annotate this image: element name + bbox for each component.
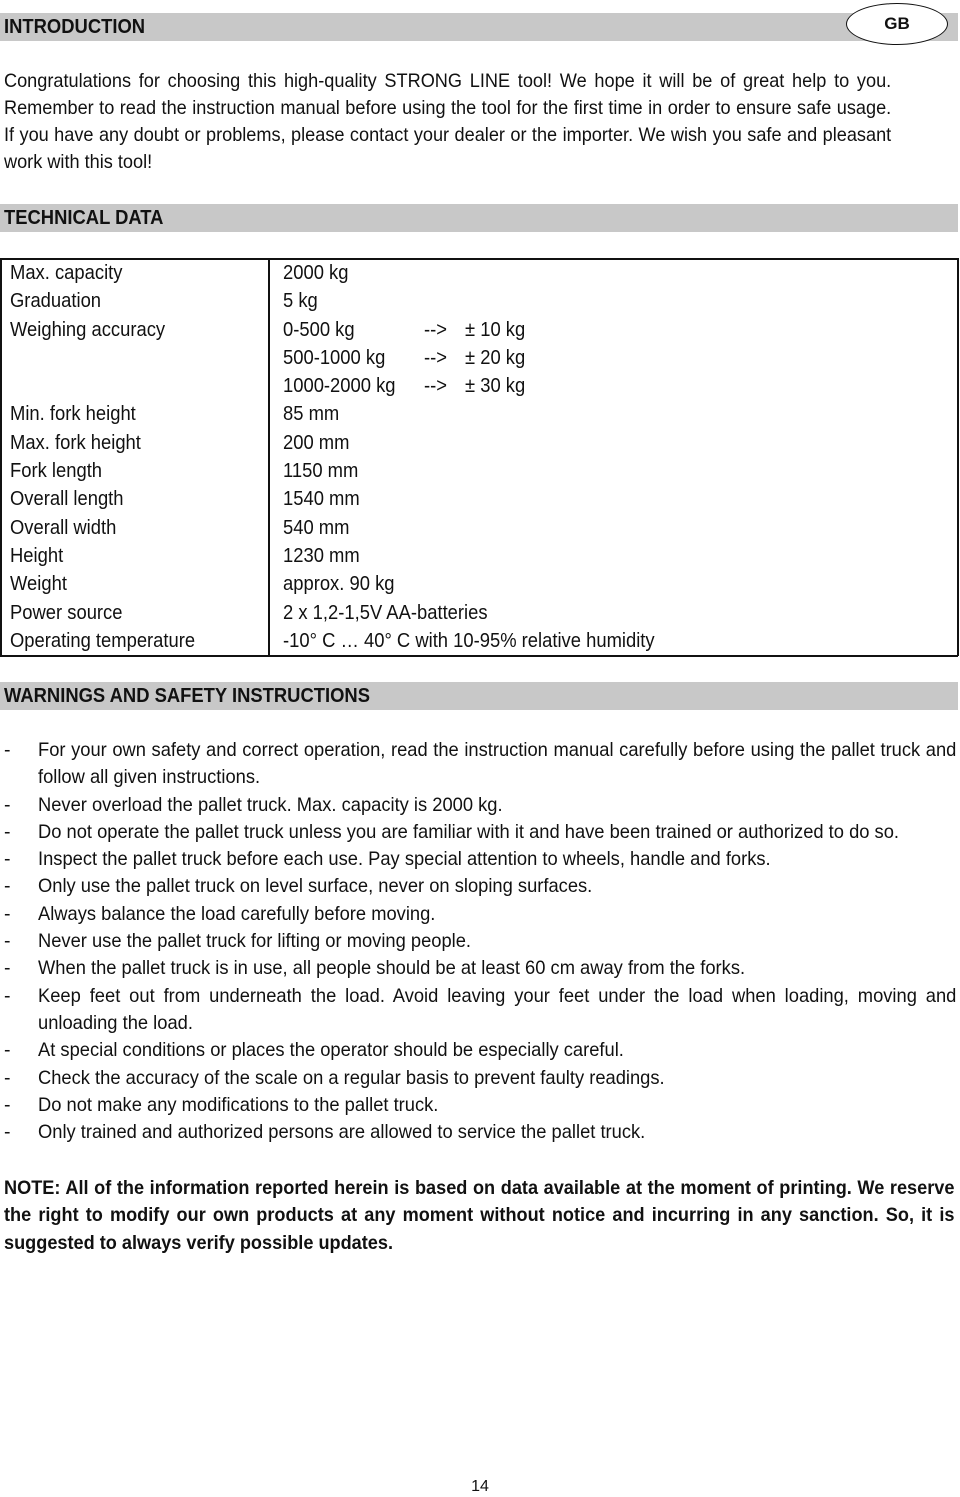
warning-text: Only use the pallet truck on level surface, never on sloping surfaces. — [38, 875, 593, 898]
technical-title: TECHNICAL DATA — [4, 207, 164, 229]
list-bullet: - — [4, 1121, 11, 1144]
spec-value: 85 mm — [283, 403, 340, 426]
spec-label: Overall width — [10, 516, 117, 539]
note-paragraph: NOTE: All of the information reported herein is based on data available at the moment of printing. We reserve the right to modify our own products at any moment without notice and incurring in any sanction. So, it is suggested to always verify possible updates. — [4, 1177, 955, 1254]
warning-text: Only trained and authorized persons are allowed to service the pallet truck. — [38, 1121, 646, 1144]
language-badge — [846, 3, 948, 45]
table-border-bottom — [0, 655, 958, 657]
accuracy-tolerance: ± 30 kg — [465, 375, 526, 398]
table-row — [0, 344, 960, 372]
list-item — [0, 1065, 958, 1092]
list-item — [0, 873, 958, 900]
accuracy-tolerance: ± 20 kg — [465, 346, 526, 369]
list-bullet: - — [4, 1039, 11, 1062]
list-bullet: - — [4, 793, 11, 816]
list-item — [0, 1119, 958, 1146]
list-bullet: - — [4, 820, 11, 843]
spec-label: Height — [10, 544, 64, 567]
list-bullet: - — [4, 930, 11, 953]
table-row — [0, 570, 960, 598]
table-row — [0, 599, 960, 627]
table-row — [0, 542, 960, 570]
warning-text: Do not operate the pallet truck unless you are familiar with it and have been trained or authorized to do so. — [38, 820, 900, 843]
list-item — [0, 901, 958, 928]
intro-paragraph: Congratulations for choosing this high-quality STRONG LINE tool! We hope it will be of great help to you. Remember to read the instruction manual before using the tool for the first time in order to ensure safe usage. If you have any doubt or problems, please contact your dealer or the importer. We wish you safe and pleasant work with this tool! — [4, 70, 892, 173]
spec-label: Graduation — [10, 290, 102, 313]
table-row — [0, 259, 960, 287]
list-item — [0, 1092, 958, 1119]
warning-text: Never overload the pallet truck. Max. capacity is 2000 kg. — [38, 793, 503, 816]
language-badge-label: GB — [884, 14, 910, 33]
spec-value: approx. 90 kg — [283, 573, 395, 596]
list-item — [0, 819, 958, 846]
list-item — [0, 955, 958, 982]
list-bullet: - — [4, 848, 11, 871]
list-item — [0, 1037, 958, 1064]
list-item — [0, 737, 958, 792]
table-row — [0, 627, 960, 655]
warning-text: Check the accuracy of the scale on a regular basis to prevent faulty readings. — [38, 1066, 665, 1089]
accuracy-range: 500-1000 kg — [283, 346, 386, 369]
warning-text: Inspect the pallet truck before each use. Pay special attention to wheels, handle and forks. — [38, 848, 771, 871]
spec-label: Fork length — [10, 460, 103, 483]
table-row — [0, 485, 960, 513]
spec-label: Weighing accuracy — [10, 318, 166, 341]
list-item — [0, 928, 958, 955]
warning-text: Do not make any modifications to the pallet truck. — [38, 1093, 439, 1116]
spec-label: Weight — [10, 573, 67, 596]
table-row — [0, 514, 960, 542]
table-row — [0, 316, 960, 344]
spec-value: -10° C … 40° C with 10-95% relative humidity — [283, 629, 655, 652]
spec-label: Overall length — [10, 488, 124, 511]
page-number: 14 — [471, 1478, 489, 1495]
warning-text: At special conditions or places the operator should be especially careful. — [38, 1039, 624, 1062]
warnings-list — [0, 737, 958, 1146]
table-row — [0, 287, 960, 315]
accuracy-arrow: --> — [424, 318, 447, 341]
accuracy-range: 1000-2000 kg — [283, 375, 396, 398]
spec-value: 200 mm — [283, 431, 350, 454]
list-item — [0, 846, 958, 873]
accuracy-tolerance: ± 10 kg — [465, 318, 526, 341]
spec-value: 2 x 1,2-1,5V AA-batteries — [283, 601, 488, 624]
technical-data-table — [0, 259, 960, 655]
table-row — [0, 457, 960, 485]
list-bullet: - — [4, 957, 11, 980]
accuracy-arrow: --> — [424, 346, 447, 369]
spec-value: 5 kg — [283, 290, 318, 313]
spec-label: Power source — [10, 601, 123, 624]
list-bullet: - — [4, 739, 11, 761]
spec-label: Max. fork height — [10, 431, 141, 454]
spec-label: Operating temperature — [10, 629, 196, 652]
spec-value: 540 mm — [283, 516, 350, 539]
list-bullet: - — [4, 875, 11, 898]
list-item — [0, 792, 958, 819]
warning-text: For your own safety and correct operation, read the instruction manual carefully before using the pallet truck and follow all given instructions. — [38, 739, 957, 789]
warning-text: When the pallet truck is in use, all people should be at least 60 cm away from the forks. — [38, 957, 746, 980]
list-bullet: - — [4, 902, 11, 925]
spec-value: 1150 mm — [283, 460, 359, 483]
spec-label: Min. fork height — [10, 403, 136, 426]
table-row — [0, 400, 960, 428]
warning-text: Always balance the load carefully before moving. — [38, 902, 436, 925]
list-bullet: - — [4, 1093, 11, 1116]
accuracy-arrow: --> — [424, 375, 447, 398]
spec-value: 1540 mm — [283, 488, 360, 511]
warning-text: Keep feet out from underneath the load. Avoid leaving your feet under the load when loading, moving and unloading the load. — [38, 984, 957, 1034]
spec-value: 2000 kg — [283, 262, 349, 284]
accuracy-range: 0-500 kg — [283, 318, 355, 341]
warnings-title: WARNINGS AND SAFETY INSTRUCTIONS — [4, 685, 370, 707]
table-row — [0, 429, 960, 457]
intro-title: INTRODUCTION — [4, 16, 146, 38]
table-row — [0, 372, 960, 400]
list-item — [0, 983, 958, 1038]
warning-text: Never use the pallet truck for lifting or moving people. — [38, 930, 472, 953]
list-bullet: - — [4, 1066, 11, 1089]
spec-value: 1230 mm — [283, 544, 360, 567]
list-bullet: - — [4, 984, 11, 1007]
spec-label: Max. capacity — [10, 262, 123, 284]
